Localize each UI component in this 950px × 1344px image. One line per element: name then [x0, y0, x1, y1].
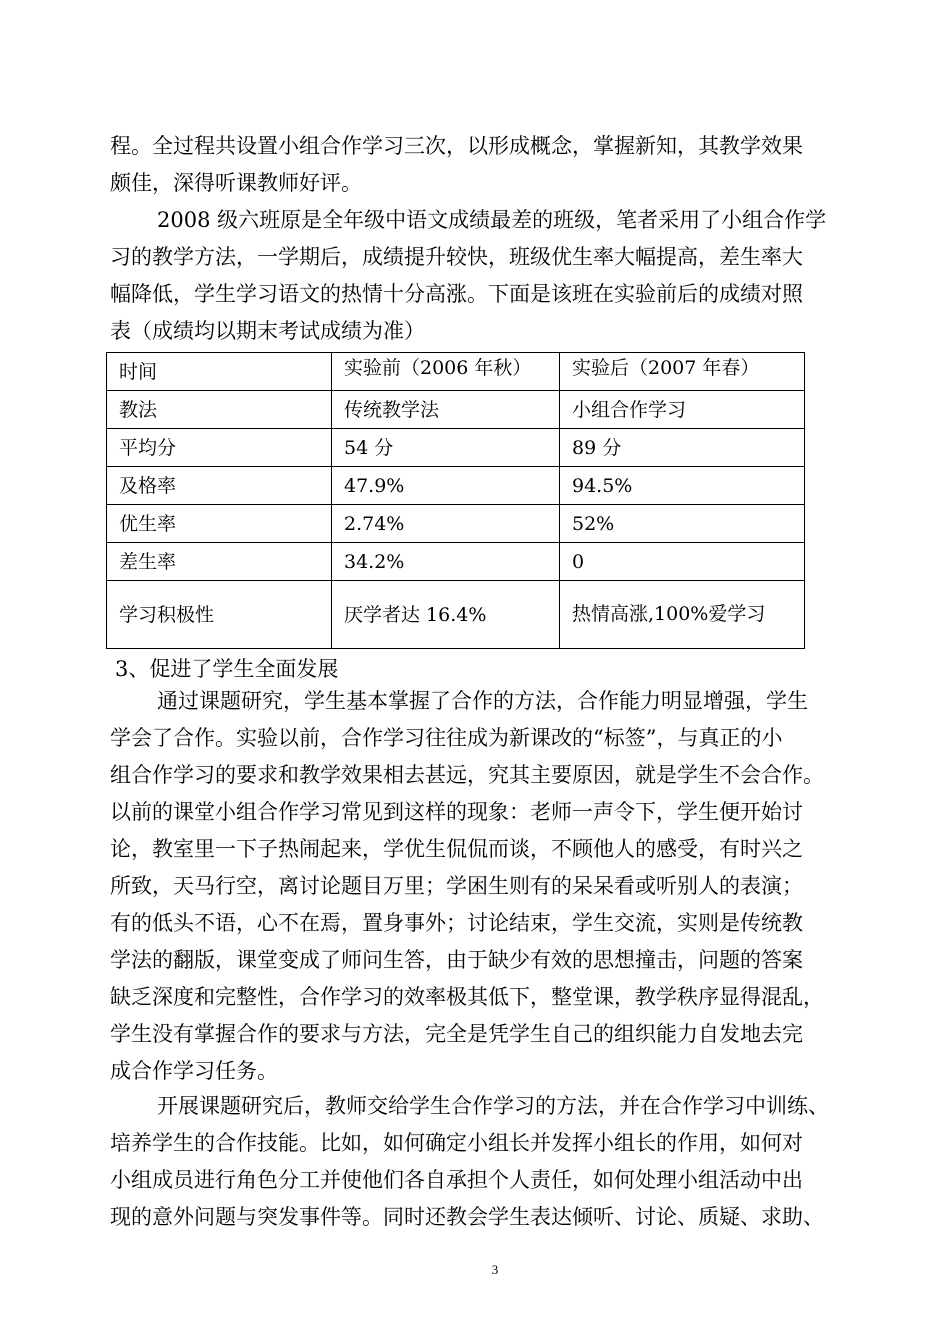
table-cell: 52% [560, 505, 805, 543]
text-line: 表（成绩均以期末考试成绩为准） [110, 319, 425, 343]
table-cell: 热情高涨,100%爱学习 [560, 581, 805, 649]
table-cell: 教法 [107, 391, 332, 429]
section-heading: 3、促进了学生全面发展 [115, 657, 339, 681]
table-cell: 及格率 [107, 467, 332, 505]
paragraph-3 [110, 683, 870, 1090]
paragraph-4 [110, 1088, 870, 1236]
table-cell: 0 [560, 543, 805, 581]
table-row [107, 543, 805, 581]
text-line: 现的意外问题与突发事件等。同时还教会学生表达倾听、讨论、质疑、求助、 [110, 1205, 824, 1229]
table-row [107, 581, 805, 649]
table-cell: 差生率 [107, 543, 332, 581]
table-cell: 优生率 [107, 505, 332, 543]
table-cell: 学习积极性 [107, 581, 332, 649]
table-row [107, 467, 805, 505]
text-line: 所致，天马行空，离讨论题目万里；学困生则有的呆呆看或听别人的表演； [110, 874, 803, 898]
text-line: 学法的翻版，课堂变成了师问生答，由于缺少有效的思想撞击，问题的答案 [110, 948, 803, 972]
text-line: 成合作学习任务。 [110, 1059, 278, 1083]
text-line: 幅降低，学生学习语文的热情十分高涨。下面是该班在实验前后的成绩对照 [110, 282, 803, 306]
table-cell: 传统教学法 [332, 391, 560, 429]
text-line: 学生没有掌握合作的要求与方法，完全是凭学生自己的组织能力自发地去完 [110, 1022, 803, 1046]
table-cell: 厌学者达 16.4% [332, 581, 560, 649]
table-cell: 平均分 [107, 429, 332, 467]
table-cell: 小组合作学习 [560, 391, 805, 429]
paragraph-2 [110, 202, 870, 350]
table-cell: 实验前（2006 年秋） [332, 353, 560, 391]
text-line: 组合作学习的要求和教学效果相去甚远，究其主要原因，就是学生不会合作。 [110, 763, 824, 787]
text-line: 缺乏深度和完整性，合作学习的效率极其低下，整堂课，教学秩序显得混乱， [110, 985, 824, 1009]
text-line: 小组成员进行角色分工并使他们各自承担个人责任，如何处理小组活动中出 [110, 1168, 803, 1192]
text-line: 以前的课堂小组合作学习常见到这样的现象：老师一声令下，学生便开始讨 [110, 800, 803, 824]
text-line: 颇佳，深得听课教师好评。 [110, 171, 362, 195]
score-comparison-table [106, 352, 805, 649]
text-line: 培养学生的合作技能。比如，如何确定小组长并发挥小组长的作用，如何对 [110, 1131, 803, 1155]
text-line: 论，教室里一下子热闹起来，学优生侃侃而谈，不顾他人的感受，有时兴之 [110, 837, 803, 861]
table-cell: 实验后（2007 年春） [560, 353, 805, 391]
table-cell: 时间 [107, 353, 332, 391]
table-cell: 34.2% [332, 543, 560, 581]
table-row [107, 429, 805, 467]
table-cell: 47.9% [332, 467, 560, 505]
text-line: 通过课题研究，学生基本掌握了合作的方法，合作能力明显增强，学生 [157, 689, 808, 713]
table-cell: 89 分 [560, 429, 805, 467]
text-line: 开展课题研究后，教师交给学生合作学习的方法，并在合作学习中训练、 [157, 1094, 829, 1118]
table-cell: 54 分 [332, 429, 560, 467]
text-line: 学会了合作。实验以前，合作学习往往成为新课改的“标签”，与真正的小 [110, 726, 783, 750]
text-line: 有的低头不语，心不在焉，置身事外；讨论结束，学生交流，实则是传统教 [110, 911, 803, 935]
paragraph-1 [110, 128, 870, 202]
table-row [107, 391, 805, 429]
table-row [107, 505, 805, 543]
table-row [107, 353, 805, 391]
text-line: 2008 级六班原是全年级中语文成绩最差的班级，笔者采用了小组合作学 [157, 208, 827, 232]
table-cell: 2.74% [332, 505, 560, 543]
text-line: 程。全过程共设置小组合作学习三次，以形成概念，掌握新知，其教学效果 [110, 134, 803, 158]
page-number: 3 [491, 1262, 499, 1277]
text-line: 习的教学方法，一学期后，成绩提升较快，班级优生率大幅提高，差生率大 [110, 245, 803, 269]
table-cell: 94.5% [560, 467, 805, 505]
